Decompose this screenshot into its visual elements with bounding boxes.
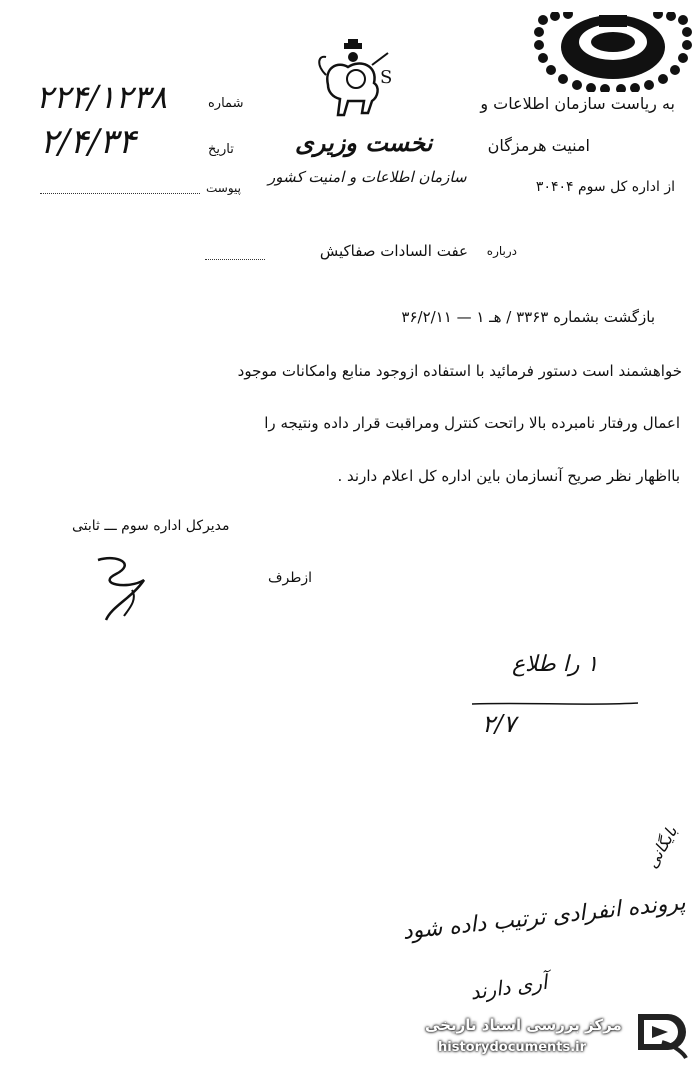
subject-label: درباره [486, 244, 517, 258]
on-behalf-label: ازطرف [268, 570, 313, 586]
addressee-line-2: امنیت هرمزگان [487, 136, 590, 155]
watermark-url: historydocuments.ir [438, 1040, 587, 1055]
body-line-3: بااظهار نظر صریح آنسازمان باین اداره کل اعلام دارند . [337, 467, 680, 485]
subject-underline [205, 258, 265, 260]
date-value: ۲/۴/۳۴ [40, 122, 136, 162]
date-label: تاریخ [208, 142, 234, 157]
ornamental-seal-icon [533, 12, 693, 92]
watermark-org-name: مرکز بررسی اسناد تاریخی [425, 1016, 622, 1034]
reference-line: بازگشت بشماره ۳۳۶۳ / هـ ۱ — ۳۶/۲/۱۱ [401, 308, 655, 326]
svg-text:S: S [380, 67, 393, 88]
sender-line: از اداره کل سوم ۳۰۴۰۴ [535, 179, 675, 195]
lion-and-sun-emblem-icon [308, 35, 398, 125]
archive-logo-icon [632, 1008, 690, 1060]
body-line-2: اعمال ورفتار نامبرده بالا راتحت کنترل ومراقبت قرار داده ونتیجه را [264, 414, 680, 432]
handwritten-note-2: ۲/۷ [482, 710, 516, 738]
handwritten-signature-icon [88, 550, 158, 625]
number-value: ۲۲۴/۱۲۳۸ [36, 78, 168, 116]
number-label: شماره [208, 96, 244, 111]
signatory-title: مدیرکل اداره سوم ـــ ثابتی [72, 518, 230, 534]
annotation-underline [470, 700, 640, 708]
attachment-line [40, 192, 200, 194]
margin-note: بایگانی [642, 822, 682, 872]
addressee-line-1: به ریاست سازمان اطلاعات و [480, 94, 675, 113]
body-line-1: خواهشمند است دستور فرمائید با استفاده ازوجود منابع وامکانات موجود [237, 362, 682, 380]
handwritten-note-4: آری دارند [468, 969, 549, 1005]
attachment-label: پیوست [206, 181, 241, 195]
organization-name: سازمان اطلاعات و امنیت کشور [268, 168, 467, 186]
handwritten-note-1: ۱ را طلاع [512, 652, 599, 677]
ministry-title: نخست وزیری [295, 128, 433, 157]
subject-value: عفت السادات صفاکیش [319, 242, 468, 260]
handwritten-note-3: پرونده انفرادی ترتیب داده شود [401, 890, 687, 945]
